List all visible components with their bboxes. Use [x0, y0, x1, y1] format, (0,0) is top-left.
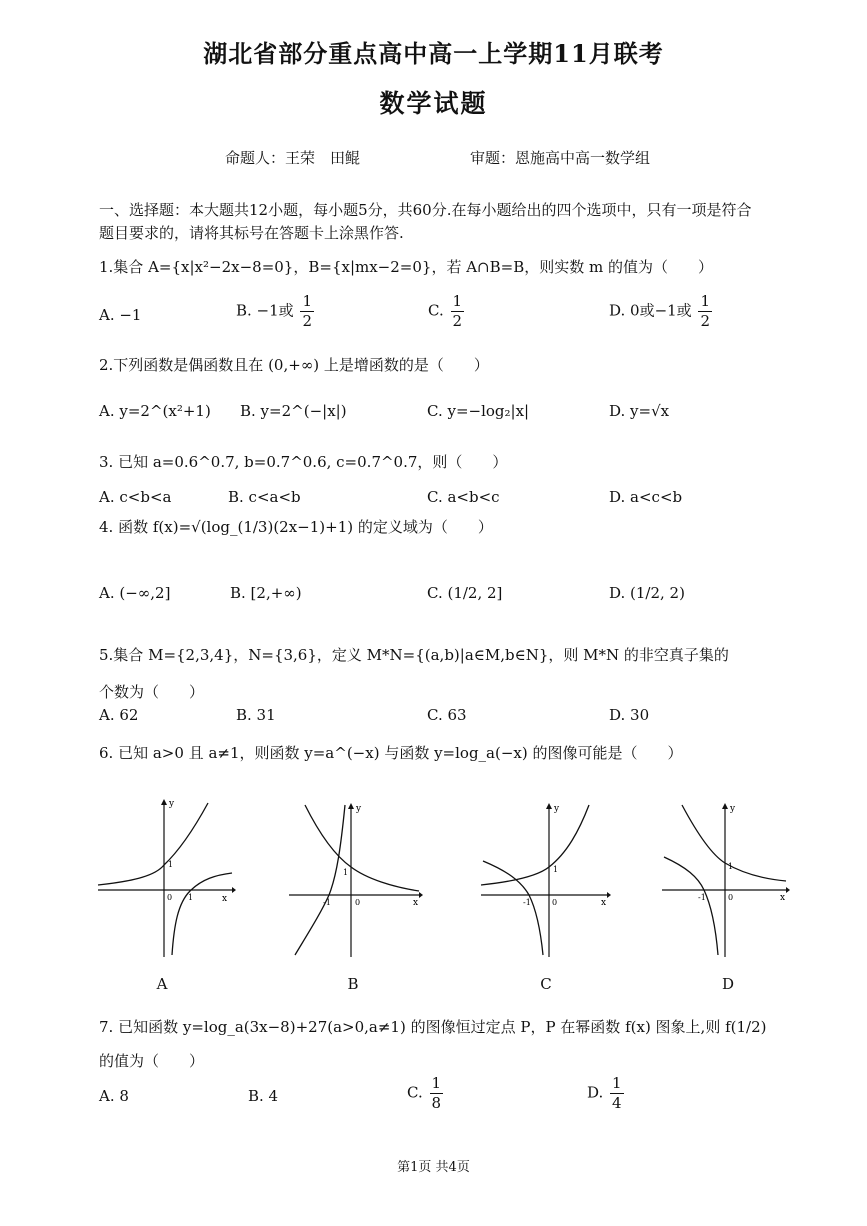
q5-stem: 5.集合 M={2,3,4}，N={3,6}，定义 M*N={(a,b)|a∈M,b∈N}，则 M*N 的非空真子集的: [99, 646, 729, 664]
section-instructions-line1: 一、选择题：本大题共12小题，每小题5分，共60分.在每小题给出的四个选项中，只有一项是符合: [99, 201, 752, 219]
graph-a-tick-y: 1: [168, 860, 174, 869]
page-footer: 第1页 共4页: [397, 1160, 470, 1175]
graph-c-origin: 0: [552, 898, 558, 907]
graph-c-tick-x: -1: [523, 898, 531, 907]
graph-b-tick-x: -1: [323, 898, 331, 907]
graph-b-tick-y: 1: [343, 868, 349, 877]
q7-option-d: D. $\frac{1}{4}$: [587, 1074, 622, 1112]
q1-option-b: B. −1或 $\frac{1}{2}$: [236, 292, 312, 330]
q6-stem: 6. 已知 a>0 且 a≠1，则函数 y=a^(−x) 与函数 y=log_a(−x) 的图像可能是（ ）: [99, 744, 683, 762]
q1-stem: 1.集合 A={x|x²−2x−8=0}，B={x|mx−2=0}，若 A∩B=B，则实数 m 的值为（ ）: [99, 258, 713, 276]
graph-a-tick-x: 1: [188, 893, 194, 902]
graph-d-tick-x: -1: [698, 893, 706, 902]
q4-option-c: C. (1/2, 2]: [427, 584, 503, 602]
q3-stem: 3. 已知 a=0.6^0.7, b=0.7^0.6, c=0.7^0.7，则（ ）: [99, 453, 508, 471]
graph-c-y-label: y: [554, 804, 560, 814]
q4-option-d: D. (1/2, 2): [609, 584, 685, 602]
q5-option-c: C. 63: [427, 706, 467, 724]
q7-stem: 7. 已知函数 y=log_a(3x−8)+27(a>0,a≠1) 的图像恒过定点 P，P 在幂函数 f(x) 图象上,则 f(1/2): [99, 1018, 767, 1036]
graph-b-y-label: y: [356, 804, 362, 814]
graph-d-tick-y: 1: [728, 862, 734, 871]
q3-option-d: D. a<c<b: [609, 488, 683, 506]
q2-option-b: B. y=2^(−|x|): [240, 402, 347, 420]
q7-stem-cont: 的值为（ ）: [99, 1052, 205, 1070]
reviewer: 审题：恩施高中高一数学组: [470, 149, 651, 167]
q3-option-a: A. c<b<a: [99, 488, 172, 506]
q2-stem: 2.下列函数是偶函数且在 (0,+∞) 上是增函数的是（ ）: [99, 356, 489, 374]
exam-title: 湖北省部分重点高中高一上学期11月联考: [203, 39, 664, 68]
q4-option-a: A. (−∞,2]: [99, 584, 171, 602]
q4-option-b: B. [2,+∞): [230, 584, 302, 602]
graph-label-b: B: [347, 975, 359, 993]
q2-option-d: D. y=√x: [609, 402, 670, 420]
exam-subtitle: 数学试题: [379, 89, 488, 118]
q3-option-b: B. c<a<b: [228, 488, 301, 506]
q5-option-a: A. 62: [99, 706, 139, 724]
q4-stem: 4. 函数 f(x)=√(log_(1/3)(2x−1)+1) 的定义域为（ ）: [99, 518, 493, 536]
graph-d: [660, 795, 800, 960]
q1-option-d: D. 0或−1或 $\frac{1}{2}$: [609, 292, 711, 330]
section-instructions-line2: 题目要求的，请将其标号在答题卡上涂黑作答.: [99, 224, 404, 242]
q5-option-b: B. 31: [236, 706, 276, 724]
graph-d-origin: 0: [728, 893, 734, 902]
q7-option-a: A. 8: [99, 1087, 129, 1105]
q1-option-c: C. $\frac{1}{2}$: [428, 292, 463, 330]
q5-option-d: D. 30: [609, 706, 650, 724]
graph-b-origin: 0: [355, 898, 361, 907]
q2-option-a: A. y=2^(x²+1): [99, 402, 211, 420]
q1-option-a: A. −1: [99, 306, 142, 324]
q7-option-b: B. 4: [248, 1087, 279, 1105]
q5-stem-cont: 个数为（ ）: [99, 683, 205, 701]
graph-c: [479, 795, 619, 960]
authors: 命题人：王荣 田鲲: [225, 149, 361, 167]
graph-b: [287, 795, 427, 960]
graph-d-x-label: x: [780, 893, 786, 903]
graph-d-y-label: y: [730, 804, 736, 814]
graph-a-y-label: y: [169, 799, 175, 809]
graph-b-x-label: x: [413, 898, 419, 908]
graph-c-x-label: x: [601, 898, 607, 908]
graph-a-x-label: x: [222, 894, 228, 904]
graph-label-d: D: [721, 975, 735, 993]
q3-option-c: C. a<b<c: [427, 488, 500, 506]
graph-a-origin: 0: [167, 893, 173, 902]
graph-c-tick-y: 1: [553, 865, 559, 874]
graph-label-c: C: [540, 975, 552, 993]
q2-option-c: C. y=−log₂|x|: [427, 402, 530, 420]
graph-a: [96, 795, 236, 960]
graph-label-a: A: [156, 975, 168, 993]
q7-option-c: C. $\frac{1}{8}$: [407, 1074, 442, 1112]
